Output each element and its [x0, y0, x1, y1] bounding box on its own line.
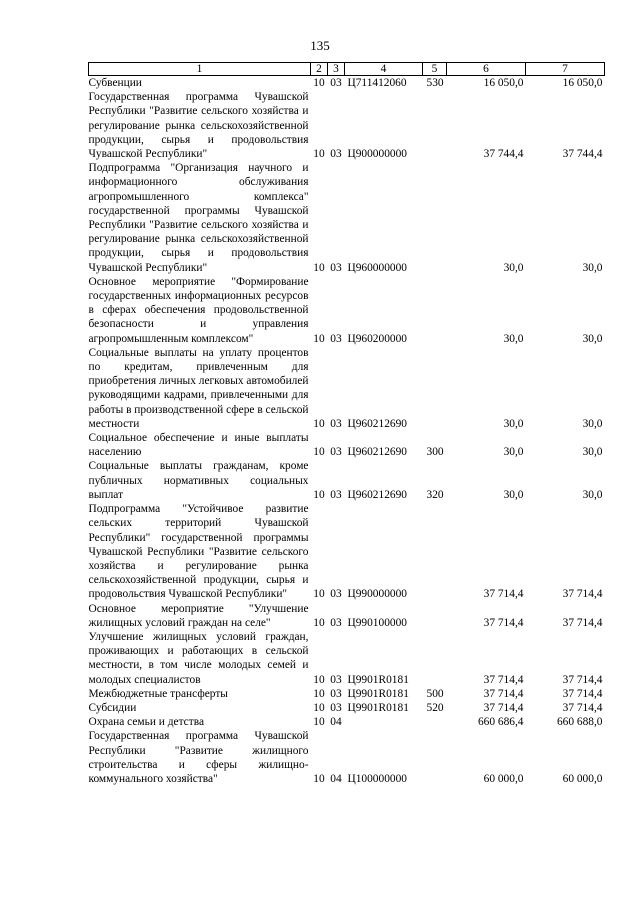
row-subsection: 03 [330, 616, 342, 629]
row-amount-1: 30,0 [503, 261, 524, 274]
table-row [89, 502, 605, 601]
table-row [89, 161, 605, 275]
row-section: 10 [313, 687, 325, 700]
row-section: 10 [313, 673, 325, 686]
row-subsection: 03 [330, 488, 342, 501]
row-amount-2: 30,0 [582, 332, 603, 345]
row-amount-2: 37 744,4 [562, 148, 603, 161]
row-section: 10 [313, 148, 325, 161]
row-subsection: 03 [330, 446, 342, 459]
row-amount-2: 37 714,4 [562, 616, 603, 629]
table-row [89, 275, 605, 346]
row-target-code: Ц900000000 [347, 148, 407, 161]
row-section: 10 [313, 588, 325, 601]
row-target-code: Ц960212690 [347, 446, 407, 459]
row-amount-1: 660 686,4 [477, 716, 524, 729]
row-amount-2: 60 000,0 [562, 772, 603, 785]
table-row [89, 701, 605, 715]
row-name: Социальные выплаты на уплату процентов по кредитам, привлеченным для приобретения личных легковых автомобилей руководящими кадрами, привлеченными для работы в производственной сфере в сельской местности [88, 346, 309, 430]
row-amount-1: 37 714,4 [483, 687, 524, 700]
budget-table [88, 62, 605, 786]
row-name: Основное мероприятие "Формирование государственных информационных ресурсов в сферах обеспечения продовольственной безопасности и управления агропромышленным комплексом" [88, 275, 309, 345]
row-amount-2: 30,0 [582, 446, 603, 459]
row-expense-type [423, 630, 447, 687]
table-row [89, 76, 605, 91]
row-expense-type [423, 346, 447, 431]
row-amount-2: 30,0 [582, 488, 603, 501]
col-header-5: 5 [423, 63, 447, 76]
row-amount-2: 30,0 [582, 417, 603, 430]
row-subsection: 03 [330, 417, 342, 430]
row-amount-1: 37 714,4 [483, 673, 524, 686]
row-expense-type [423, 90, 447, 161]
header-row [89, 63, 605, 76]
row-amount-2: 16 050,0 [562, 77, 603, 89]
row-amount-1: 60 000,0 [483, 772, 524, 785]
row-subsection: 03 [330, 701, 342, 714]
col-header-7: 7 [526, 63, 605, 76]
row-subsection: 03 [330, 673, 342, 686]
row-target-code: Ц711412060 [347, 77, 407, 89]
row-target-code: Ц9901R0181 [347, 687, 409, 700]
row-subsection: 03 [330, 332, 342, 345]
row-expense-type [423, 715, 447, 729]
row-amount-1: 37 714,4 [483, 588, 524, 601]
row-expense-type: 320 [426, 488, 444, 501]
row-amount-1: 30,0 [503, 417, 524, 430]
table-row [89, 715, 605, 729]
row-section: 10 [313, 772, 325, 785]
row-target-code: Ц9901R0181 [347, 673, 409, 686]
row-section: 10 [313, 701, 325, 714]
row-target-code: Ц960000000 [347, 261, 407, 274]
row-target-code: Ц960212690 [347, 488, 407, 501]
row-expense-type: 520 [426, 701, 444, 714]
row-target-code [345, 715, 423, 729]
row-target-code: Ц960200000 [347, 332, 407, 345]
row-amount-1: 37 744,4 [483, 148, 524, 161]
table-row [89, 431, 605, 459]
row-expense-type: 530 [426, 77, 444, 89]
row-name: Субвенции [88, 77, 142, 89]
table-row [89, 90, 605, 161]
row-amount-2: 30,0 [582, 261, 603, 274]
row-subsection: 03 [330, 77, 342, 89]
row-amount-1: 37 714,4 [483, 616, 524, 629]
row-subsection: 03 [330, 588, 342, 601]
row-expense-type: 500 [426, 687, 444, 700]
row-subsection: 04 [330, 772, 342, 785]
row-name: Подпрограмма "Организация научного и информационного обслуживания агропромышленного комплекса" государственной программы Чувашской Республики "Развитие сельского хозяйства и регулирование рынка сельскохозяйственной продукции, сырья и продовольствия Чувашской Республики" [88, 162, 309, 274]
col-header-2: 2 [311, 63, 328, 76]
row-section: 10 [313, 417, 325, 430]
row-target-code: Ц960212690 [347, 417, 407, 430]
row-section: 10 [313, 332, 325, 345]
table-row [89, 687, 605, 701]
table-row [89, 630, 605, 687]
row-expense-type [423, 161, 447, 275]
table-body [89, 76, 605, 787]
row-expense-type: 300 [426, 446, 444, 459]
col-header-3: 3 [328, 63, 345, 76]
row-name: Социальные выплаты гражданам, кроме публичных нормативных социальных выплат [88, 460, 309, 501]
row-subsection: 03 [330, 148, 342, 161]
row-target-code: Ц9901R0181 [347, 701, 409, 714]
row-expense-type [423, 729, 447, 786]
row-section: 10 [313, 77, 325, 89]
row-section: 10 [313, 716, 325, 729]
row-name: Улучшение жилищных условий граждан, проживающих и работающих в сельской местности, в том числе молодых семей и молодых специалистов [88, 630, 309, 686]
row-amount-2: 37 714,4 [562, 687, 603, 700]
row-expense-type [423, 275, 447, 346]
row-section: 10 [313, 616, 325, 629]
row-section: 10 [313, 261, 325, 274]
table-row [89, 346, 605, 431]
row-section: 10 [313, 488, 325, 501]
row-amount-1: 37 714,4 [483, 701, 524, 714]
table-row [89, 729, 605, 786]
col-header-6: 6 [447, 63, 526, 76]
row-section: 10 [313, 446, 325, 459]
col-header-4: 4 [345, 63, 423, 76]
row-target-code: Ц100000000 [347, 772, 407, 785]
row-subsection: 03 [330, 687, 342, 700]
page-number: 135 [310, 38, 330, 53]
row-name: Социальное обеспечение и иные выплаты населению [88, 432, 309, 459]
row-name: Государственная программа Чувашской Республики "Развитие жилищного строительства и сферы жилищно-коммунального хозяйства" [88, 730, 309, 785]
row-name: Охрана семьи и детства [88, 716, 204, 729]
row-name: Основное мероприятие "Улучшение жилищных условий граждан на селе" [88, 602, 309, 629]
row-amount-1: 30,0 [503, 332, 524, 345]
row-amount-2: 37 714,4 [562, 673, 603, 686]
row-expense-type [423, 602, 447, 630]
row-expense-type [423, 502, 447, 601]
row-amount-1: 30,0 [503, 488, 524, 501]
row-name: Государственная программа Чувашской Республики "Развитие сельского хозяйства и регулирование рынка сельскохозяйственной продукции, сырья и продовольствия Чувашской Республики" [88, 91, 309, 161]
table-row [89, 602, 605, 630]
row-subsection: 03 [330, 261, 342, 274]
row-amount-1: 30,0 [503, 446, 524, 459]
row-amount-1: 16 050,0 [483, 77, 524, 89]
row-amount-2: 37 714,4 [562, 701, 603, 714]
row-name: Субсидии [88, 701, 137, 714]
row-subsection: 04 [330, 716, 342, 729]
table-row [89, 459, 605, 502]
col-header-1: 1 [89, 63, 311, 76]
row-target-code: Ц990100000 [347, 616, 407, 629]
row-amount-2: 37 714,4 [562, 588, 603, 601]
row-name: Подпрограмма "Устойчивое развитие сельских территорий Чувашской Республики" государственной программы Чувашской Республики "Развитие сельского хозяйства и регулирование рынка сельскохозяйственной продукции, сырья и продовольствия Чувашской Республики" [88, 503, 309, 601]
row-name: Межбюджетные трансферты [88, 687, 228, 700]
row-target-code: Ц990000000 [347, 588, 407, 601]
row-amount-2: 660 688,0 [556, 716, 603, 729]
